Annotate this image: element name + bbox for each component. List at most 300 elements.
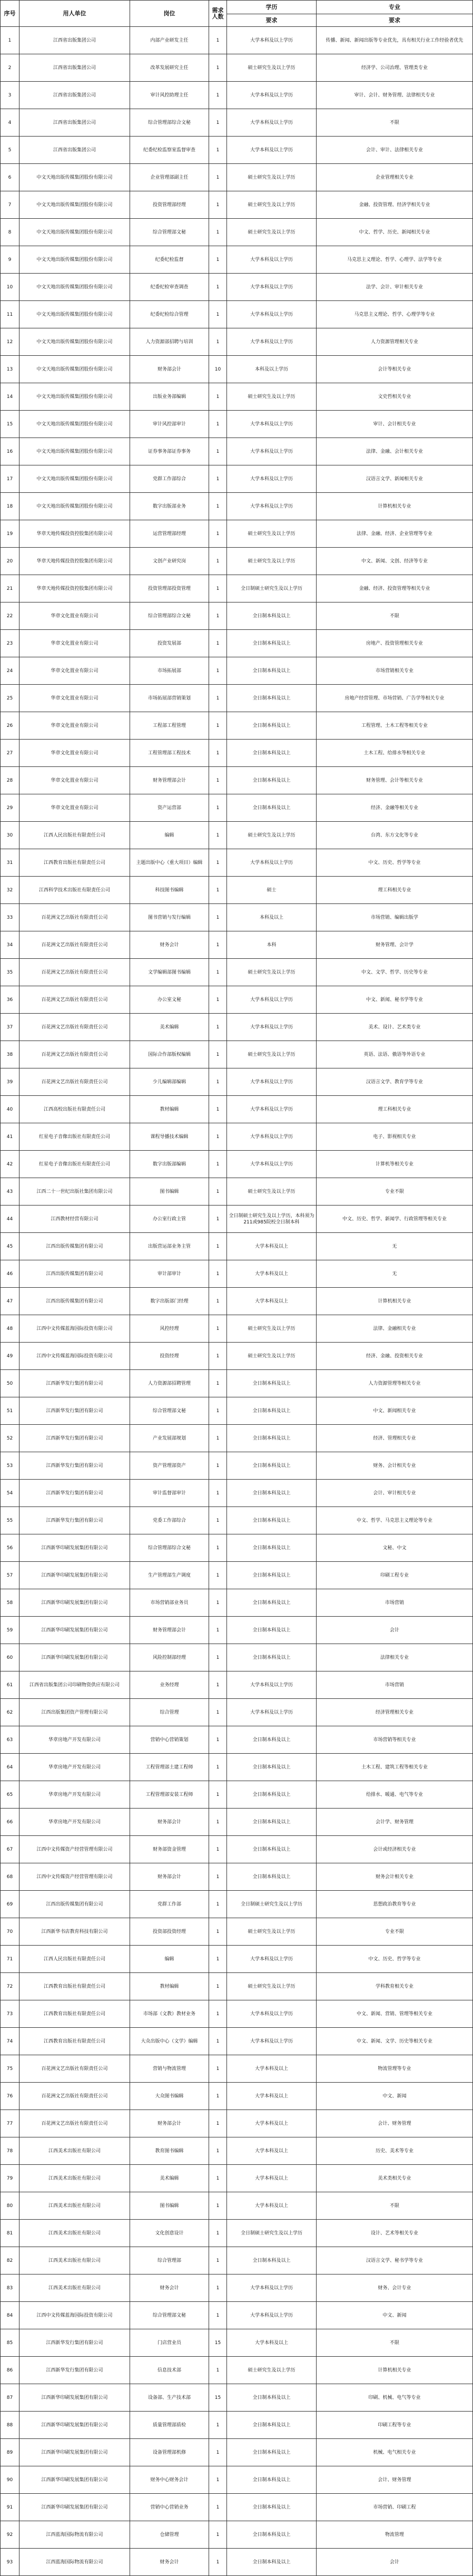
cell-count: 1	[209, 1562, 227, 1589]
cell-major: 市场营销等相关专业	[317, 1726, 473, 1754]
cell-position: 图书编辑	[130, 1178, 209, 1206]
table-row	[1, 1288, 473, 1315]
cell-unit: 中文天地出版传媒集团股份有限公司	[19, 465, 130, 493]
table-row	[1, 1863, 473, 1891]
cell-major: 理工科相关专业	[317, 877, 473, 904]
table-header	[1, 1, 473, 27]
cell-unit: 华章文化置业有限公司	[19, 794, 130, 822]
table-row	[1, 2412, 473, 2439]
cell-edu: 大学本科及以上	[227, 2165, 317, 2192]
table-row	[1, 2220, 473, 2247]
table-row	[1, 219, 473, 246]
cell-major: 审计、会计、财务管理、法律相关专业	[317, 82, 473, 109]
cell-unit: 江西人民出版社有限责任公司	[19, 1946, 130, 1973]
cell-major: 企业管理相关专业	[317, 164, 473, 191]
cell-edu: 大学本科及以上学历	[227, 438, 317, 465]
cell-no: 83	[1, 2274, 19, 2302]
cell-position: 综合管理部综合文秘	[130, 1534, 209, 1562]
table-row	[1, 164, 473, 191]
cell-unit: 中文天地出版传媒集团股份有限公司	[19, 246, 130, 274]
table-row	[1, 2302, 473, 2329]
cell-no: 47	[1, 1288, 19, 1315]
cell-unit: 百花洲文艺出版社有限责任公司	[19, 2055, 130, 2083]
table-row	[1, 1096, 473, 1123]
cell-unit: 江西出版传媒集团有限公司	[19, 1260, 130, 1288]
cell-major: 机械、电气相关专业	[317, 2439, 473, 2466]
cell-edu: 硕士研究生及以上学历	[227, 1918, 317, 1946]
cell-position: 文学编辑部图书编辑	[130, 959, 209, 986]
cell-edu: 硕士研究生及以上学历	[227, 1973, 317, 2000]
table-row	[1, 1781, 473, 1809]
cell-edu: 全日制本科及以上	[227, 1534, 317, 1562]
cell-major: 美术类相关专业	[317, 2165, 473, 2192]
table-row	[1, 849, 473, 877]
cell-position: 产业发展部规划	[130, 1425, 209, 1452]
cell-unit: 江西新华印刷发展集团有限公司	[19, 1617, 130, 1644]
cell-edu: 大学本科及以上学历	[227, 301, 317, 328]
cell-major: 物流管理	[317, 2521, 473, 2549]
cell-edu: 硕士研究生及以上学历	[227, 1315, 317, 1343]
table-row	[1, 2192, 473, 2220]
cell-count: 1	[209, 301, 227, 328]
cell-count: 1	[209, 2357, 227, 2384]
cell-position: 资产管理部资产	[130, 1452, 209, 1480]
cell-no: 41	[1, 1123, 19, 1151]
cell-edu: 全日制本科及以上	[227, 1754, 317, 1781]
header-edu-req: 要求	[227, 14, 317, 27]
cell-major: 会计学、财务管理	[317, 1809, 473, 1836]
table-row	[1, 328, 473, 356]
cell-position: 财务中心财务会计	[130, 2466, 209, 2494]
cell-count: 1	[209, 849, 227, 877]
cell-position: 主题出版中心（重大项目）编辑	[130, 849, 209, 877]
cell-no: 37	[1, 1014, 19, 1041]
cell-unit: 江西省出版集团公司	[19, 82, 130, 109]
cell-count: 1	[209, 438, 227, 465]
cell-major: 会计等相关专业	[317, 356, 473, 383]
cell-unit: 江西出版集团资产管理有限公司	[19, 1699, 130, 1726]
cell-no: 40	[1, 1096, 19, 1123]
cell-count: 1	[209, 1863, 227, 1891]
cell-count: 1	[209, 657, 227, 685]
cell-count: 1	[209, 1754, 227, 1781]
table-row	[1, 822, 473, 849]
cell-position: 党群工作部综合	[130, 465, 209, 493]
cell-no: 44	[1, 1206, 19, 1233]
cell-unit: 中文天地出版传媒集团股份有限公司	[19, 438, 130, 465]
cell-major: 中文、新闻	[317, 2083, 473, 2110]
table-row	[1, 1891, 473, 1918]
cell-position: 审计监督部审计	[130, 1480, 209, 1507]
cell-edu: 全日制本科及以上	[227, 685, 317, 712]
cell-position: 数字出版部业务	[130, 493, 209, 520]
cell-edu: 全日制本科及以上	[227, 630, 317, 657]
cell-no: 30	[1, 822, 19, 849]
cell-unit: 中文天地出版传媒集团股份有限公司	[19, 191, 130, 219]
cell-major: 无	[317, 1233, 473, 1260]
cell-edu: 大学本科及以上	[227, 1288, 317, 1315]
cell-count: 1	[209, 465, 227, 493]
cell-count: 1	[209, 1809, 227, 1836]
cell-count: 1	[209, 1425, 227, 1452]
cell-major: 中文、文学、哲学、历史等专业	[317, 959, 473, 986]
cell-position: 生产管理部生产调度	[130, 1562, 209, 1589]
cell-no: 7	[1, 191, 19, 219]
cell-unit: 江西美术出版社有限公司	[19, 2220, 130, 2247]
cell-unit: 华章房地产开发有限公司	[19, 1809, 130, 1836]
cell-edu: 硕士	[227, 877, 317, 904]
cell-unit: 江西科学技术出版社有限责任公司	[19, 877, 130, 904]
table-row	[1, 1343, 473, 1370]
cell-unit: 江西省出版集团公司印刷物资供应有限公司	[19, 1671, 130, 1699]
cell-no: 42	[1, 1151, 19, 1178]
cell-no: 63	[1, 1726, 19, 1754]
table-row	[1, 931, 473, 959]
cell-major: 会计、审计、法律相关专业	[317, 137, 473, 164]
cell-edu: 全日制本科及以上	[227, 740, 317, 767]
cell-no: 88	[1, 2412, 19, 2439]
cell-no: 69	[1, 1891, 19, 1918]
cell-unit: 江西中文传媒蓝海国际投资有限公司	[19, 1343, 130, 1370]
cell-unit: 华章文化置业有限公司	[19, 630, 130, 657]
cell-unit: 华章文化置业有限公司	[19, 657, 130, 685]
cell-position: 综合管理部	[130, 2247, 209, 2274]
cell-position: 内部产业研发主任	[130, 27, 209, 54]
table-row	[1, 740, 473, 767]
cell-major: 市场营销、印刷工程	[317, 2494, 473, 2521]
cell-major: 传播、新闻、新闻出版等专业优先，具有相关行业工作经验者优先	[317, 27, 473, 54]
cell-count: 1	[209, 2274, 227, 2302]
table-row	[1, 1809, 473, 1836]
cell-unit: 中文天地出版传媒集团股份有限公司	[19, 301, 130, 328]
cell-unit: 红星电子音像出版社有限责任公司	[19, 1123, 130, 1151]
cell-unit: 华章文化置业有限公司	[19, 767, 130, 794]
cell-major: 中文、新闻	[317, 2302, 473, 2329]
cell-unit: 江西中文传媒资产经营管理有限公司	[19, 1863, 130, 1891]
cell-position: 课程导播技术编辑	[130, 1123, 209, 1151]
cell-position: 少儿编辑部编辑	[130, 1068, 209, 1096]
cell-unit: 江西省出版集团公司	[19, 54, 130, 82]
cell-edu: 全日制本科及以上	[227, 767, 317, 794]
cell-edu: 全日制本科及以上	[227, 602, 317, 630]
cell-count: 1	[209, 274, 227, 301]
cell-edu: 本科	[227, 931, 317, 959]
cell-edu: 全日制本科及以上	[227, 1781, 317, 1809]
cell-edu: 大学本科及以上	[227, 2110, 317, 2137]
table-row	[1, 356, 473, 383]
table-row	[1, 1315, 473, 1343]
cell-unit: 江西美术出版社有限公司	[19, 2247, 130, 2274]
cell-major: 法律、金融、经济、企业管理等专业	[317, 520, 473, 548]
cell-count: 1	[209, 548, 227, 575]
cell-count: 1	[209, 1370, 227, 1397]
cell-position: 风险控制部经理	[130, 1644, 209, 1671]
table-row	[1, 383, 473, 411]
cell-unit: 江西新华发行集团有限公司	[19, 1370, 130, 1397]
cell-no: 50	[1, 1370, 19, 1397]
cell-position: 财务部会计	[130, 356, 209, 383]
cell-edu: 硕士研究生及以上学历	[227, 959, 317, 986]
cell-position: 财务部会计	[130, 1809, 209, 1836]
cell-position: 纪委纪检监察室监督审查	[130, 137, 209, 164]
cell-position: 风控经理	[130, 1315, 209, 1343]
cell-position: 综合管理	[130, 1699, 209, 1726]
table-row	[1, 1480, 473, 1507]
cell-edu: 全日制本科及以上	[227, 2247, 317, 2274]
cell-edu: 全日制本科及以上	[227, 1809, 317, 1836]
cell-major: 专业不限	[317, 1918, 473, 1946]
cell-count: 1	[209, 219, 227, 246]
table-row	[1, 411, 473, 438]
cell-no: 33	[1, 904, 19, 931]
cell-count: 15	[209, 2384, 227, 2412]
cell-major: 中文、新闻、秘书学等专业	[317, 986, 473, 1014]
table-row	[1, 1671, 473, 1699]
cell-edu: 全日制硕士研究生及以上学历	[227, 575, 317, 602]
cell-no: 19	[1, 520, 19, 548]
table-row	[1, 1754, 473, 1781]
cell-count: 1	[209, 1233, 227, 1260]
table-row	[1, 246, 473, 274]
cell-major: 设计、艺术等相关专业	[317, 2220, 473, 2247]
cell-edu: 全日制本科及以上	[227, 1452, 317, 1480]
cell-edu: 硕士研究生及以上学历	[227, 219, 317, 246]
cell-position: 编辑	[130, 822, 209, 849]
table-row	[1, 1370, 473, 1397]
header-position: 岗位	[130, 1, 209, 27]
cell-no: 93	[1, 2549, 19, 2576]
cell-position: 质量管理部质检	[130, 2412, 209, 2439]
cell-edu: 大学本科及以上学历	[227, 2274, 317, 2302]
cell-major: 不限	[317, 109, 473, 137]
cell-position: 综合管理部综合文秘	[130, 109, 209, 137]
cell-unit: 中文天地出版传媒集团股份有限公司	[19, 328, 130, 356]
cell-position: 教材编辑	[130, 1973, 209, 2000]
cell-edu: 全日制本科及以上	[227, 1644, 317, 1671]
cell-count: 1	[209, 740, 227, 767]
cell-no: 9	[1, 246, 19, 274]
cell-count: 10	[209, 356, 227, 383]
cell-position: 工程部工程管理	[130, 712, 209, 740]
cell-major: 房地产经营管理、市场营销、广告学等相关专业	[317, 685, 473, 712]
cell-count: 1	[209, 1123, 227, 1151]
cell-no: 85	[1, 2329, 19, 2357]
cell-count: 1	[209, 1260, 227, 1288]
table-row	[1, 2000, 473, 2028]
cell-position: 财务会计	[130, 931, 209, 959]
cell-position: 图书编辑	[130, 2192, 209, 2220]
cell-major: 文秘、中文	[317, 1534, 473, 1562]
cell-position: 党委工作部综合	[130, 1507, 209, 1534]
cell-count: 1	[209, 191, 227, 219]
cell-no: 66	[1, 1809, 19, 1836]
cell-edu: 大学本科及以上学历	[227, 1096, 317, 1123]
cell-edu: 全日制本科及以上	[227, 2521, 317, 2549]
cell-major: 中文、哲学、历史、新闻相关专业	[317, 219, 473, 246]
cell-major: 土木工程、建筑工程等相关专业	[317, 1754, 473, 1781]
cell-count: 1	[209, 1096, 227, 1123]
table-row	[1, 1397, 473, 1425]
cell-edu: 硕士研究生及以上学历	[227, 1178, 317, 1206]
cell-major: 金融、投资管理、经济学相关专业	[317, 191, 473, 219]
cell-count: 1	[209, 959, 227, 986]
cell-major: 思想政治教育等专业	[317, 1891, 473, 1918]
header-edu: 学历	[227, 1, 317, 14]
cell-no: 10	[1, 274, 19, 301]
cell-count: 1	[209, 931, 227, 959]
cell-count: 1	[209, 2494, 227, 2521]
table-row	[1, 2165, 473, 2192]
cell-position: 运营管理部经理	[130, 520, 209, 548]
cell-major: 中文、历史、哲学等专业	[317, 1946, 473, 1973]
table-row	[1, 986, 473, 1014]
cell-position: 大众出版中心（文学）编辑	[130, 2028, 209, 2055]
cell-major: 计算机相关专业	[317, 2357, 473, 2384]
table-row	[1, 1507, 473, 1534]
cell-count: 1	[209, 493, 227, 520]
cell-no: 54	[1, 1480, 19, 1507]
cell-unit: 华章文化置业有限公司	[19, 685, 130, 712]
cell-unit: 江西新华发行集团有限公司	[19, 2357, 130, 2384]
cell-unit: 百花洲文艺出版社有限责任公司	[19, 1041, 130, 1068]
cell-no: 3	[1, 82, 19, 109]
cell-unit: 江西新华发行集团有限公司	[19, 1507, 130, 1534]
cell-position: 财务部会计	[130, 2110, 209, 2137]
table-row	[1, 548, 473, 575]
cell-no: 76	[1, 2083, 19, 2110]
cell-edu: 硕士研究生及以上学历	[227, 520, 317, 548]
cell-no: 92	[1, 2521, 19, 2549]
cell-position: 综合管理部文秘	[130, 219, 209, 246]
cell-count: 1	[209, 794, 227, 822]
cell-count: 1	[209, 2165, 227, 2192]
cell-position: 办公室行政主管	[130, 1206, 209, 1233]
cell-major: 中文、哲学、马克思主义理论等专业	[317, 1507, 473, 1534]
cell-major: 计算机相关专业	[317, 493, 473, 520]
cell-count: 1	[209, 1206, 227, 1233]
cell-unit: 江西新华发行集团有限公司	[19, 1397, 130, 1425]
cell-position: 设备部、生产技术部	[130, 2384, 209, 2412]
cell-unit: 百花洲文艺出版社有限责任公司	[19, 959, 130, 986]
cell-unit: 江西中文传媒蓝海国际投资有限公司	[19, 1315, 130, 1343]
cell-no: 53	[1, 1452, 19, 1480]
cell-edu: 全日制本科及以上	[227, 1863, 317, 1891]
cell-unit: 江西新华印刷发展集团有限公司	[19, 2384, 130, 2412]
table-row	[1, 2083, 473, 2110]
cell-edu: 本科及以上	[227, 904, 317, 931]
cell-no: 45	[1, 1233, 19, 1260]
cell-edu: 全日制本科及以上	[227, 712, 317, 740]
table-row	[1, 712, 473, 740]
cell-no: 2	[1, 54, 19, 82]
cell-major: 印刷工程等专业	[317, 2412, 473, 2439]
cell-edu: 大学本科及以上学历	[227, 137, 317, 164]
table-row	[1, 438, 473, 465]
cell-edu: 大学本科及以上	[227, 2192, 317, 2220]
cell-major: 财务管理、会计学	[317, 931, 473, 959]
cell-edu: 全日制本科及以上	[227, 794, 317, 822]
cell-count: 1	[209, 1726, 227, 1754]
cell-position: 工程管理部安装工程师	[130, 1781, 209, 1809]
cell-unit: 江西新华发行集团有限公司	[19, 1452, 130, 1480]
cell-no: 12	[1, 328, 19, 356]
cell-no: 52	[1, 1425, 19, 1452]
cell-no: 43	[1, 1178, 19, 1206]
cell-edu: 大学本科及以上学历	[227, 465, 317, 493]
table-row	[1, 54, 473, 82]
cell-position: 教育图书编辑	[130, 2137, 209, 2165]
cell-count: 1	[209, 2055, 227, 2083]
cell-no: 68	[1, 1863, 19, 1891]
cell-count: 1	[209, 1041, 227, 1068]
cell-count: 1	[209, 1946, 227, 1973]
table-row	[1, 2494, 473, 2521]
cell-major: 市场营销	[317, 1671, 473, 1699]
cell-position: 财务部资金管理	[130, 1836, 209, 1863]
cell-count: 1	[209, 602, 227, 630]
cell-position: 数字出版部编辑	[130, 1151, 209, 1178]
cell-count: 1	[209, 2110, 227, 2137]
table-row	[1, 794, 473, 822]
cell-position: 编辑	[130, 1946, 209, 1973]
cell-no: 35	[1, 959, 19, 986]
cell-position: 科技图书编辑	[130, 877, 209, 904]
header-unit: 用人单位	[19, 1, 130, 27]
cell-major: 中文、新闻、文学、历史等相关专业	[317, 2028, 473, 2055]
cell-unit: 江西美术出版社有限公司	[19, 2274, 130, 2302]
cell-unit: 江西美术出版社有限公司	[19, 2137, 130, 2165]
cell-position: 文化创意设计	[130, 2220, 209, 2247]
cell-no: 75	[1, 2055, 19, 2083]
cell-unit: 江西出版传媒集团有限公司	[19, 1233, 130, 1260]
table-row	[1, 1123, 473, 1151]
cell-no: 1	[1, 27, 19, 54]
cell-edu: 大学本科及以上学历	[227, 1014, 317, 1041]
cell-edu: 大学本科及以上学历	[227, 1671, 317, 1699]
table-row	[1, 1836, 473, 1863]
table-row	[1, 137, 473, 164]
cell-count: 1	[209, 712, 227, 740]
cell-major: 中文、历史、哲学等专业	[317, 849, 473, 877]
cell-position: 设备管理部机修	[130, 2439, 209, 2466]
table-row	[1, 2247, 473, 2274]
cell-count: 1	[209, 164, 227, 191]
cell-position: 市场部（文教）教材业务	[130, 2000, 209, 2028]
cell-edu: 大学本科及以上	[227, 2055, 317, 2083]
table-row	[1, 1973, 473, 2000]
cell-position: 财务会计	[130, 2549, 209, 2576]
table-row	[1, 1425, 473, 1452]
cell-count: 1	[209, 575, 227, 602]
cell-count: 1	[209, 1151, 227, 1178]
table-row	[1, 1918, 473, 1946]
cell-edu: 全日制本科及以上	[227, 2439, 317, 2466]
cell-unit: 百花洲文艺出版社有限责任公司	[19, 986, 130, 1014]
cell-no: 81	[1, 2220, 19, 2247]
cell-major: 会计、财务管理	[317, 2466, 473, 2494]
cell-count: 1	[209, 1891, 227, 1918]
cell-position: 大众图书编辑	[130, 2083, 209, 2110]
cell-no: 87	[1, 2384, 19, 2412]
cell-count: 1	[209, 1288, 227, 1315]
cell-position: 财务会计	[130, 2274, 209, 2302]
table-row	[1, 2055, 473, 2083]
cell-no: 34	[1, 931, 19, 959]
cell-position: 市场拓展部	[130, 657, 209, 685]
cell-position: 企业管理部副主任	[130, 164, 209, 191]
cell-no: 17	[1, 465, 19, 493]
cell-count: 1	[209, 411, 227, 438]
